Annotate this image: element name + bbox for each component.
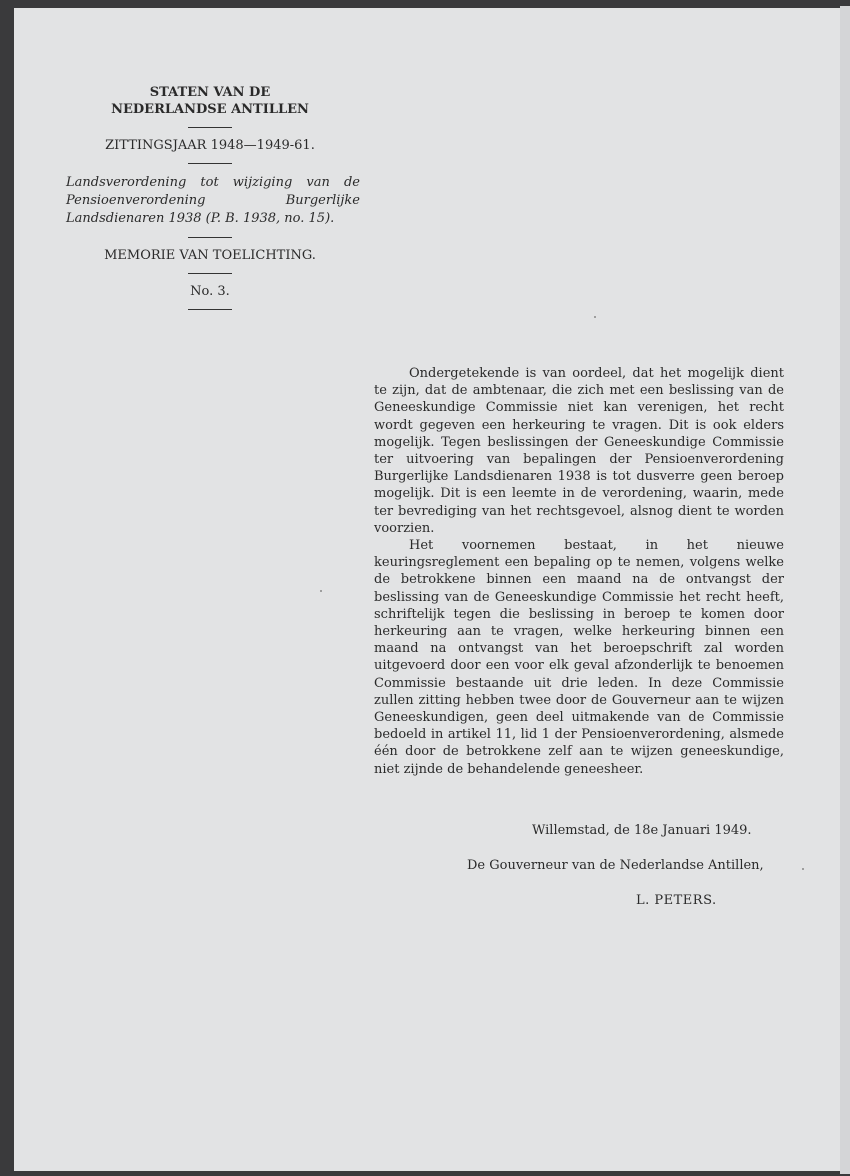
session-year: ZITTINGSJAAR 1948—1949-61. <box>105 138 315 153</box>
document-type: MEMORIE VAN TOELICHTING. <box>104 248 316 263</box>
document-number: No. 3. <box>190 284 230 299</box>
subject-text: Landsverordening tot wijziging van de Pensioenverordening Burgerlijke Landsdienaren 1938 (P. B. 1938, no. 15). <box>66 175 360 226</box>
divider <box>188 127 232 128</box>
document-header <box>60 84 360 320</box>
body-paragraph: Het voornemen bestaat, in het nieuwe keuringsreglement een bepaling op te nemen, volgens welke de betrokkene binnen een maand na de ontvangst der beslissing van de Geneeskundige Commissie het recht heeft, schriftelijk tegen die beslissing in beroep te komen door herkeuring aan te vragen, welke herkeuring binnen een maand na ontvangst van het beroepschrift zal worden uitgevoerd door een voor elk geval afzonderlijk te benoemen Commissie bestaande uit drie leden. In deze Commissie zullen zitting hebben twee door de Gouverneur aan te wijzen Geneeskundigen, geen deel uitmakende van de Commissie bedoeld in artikel 11, lid 1 der Pensioenverordening, alsmede één door de betrokkene zelf aan te wijzen geneeskundige, niet zijnde de behandelende geneesheer. <box>374 538 784 777</box>
body-paragraph: Ondergetekende is van oordeel, dat het mogelijk dient te zijn, dat de ambtenaar, die zich met een beslissing van de Geneeskundige Commissie niet kan verenigen, het recht wordt gegeven een herkeuring te vragen. Dit is ook elders mogelijk. Tegen beslissingen der Geneeskundige Commissie ter uitvoering van bepalingen der Pensioenverordening Burgerlijke Landsdienaren 1938 is tot dusverre geen beroep mogelijk. Dit is een leemte in de verordening, waarin, mede ter bevrediging van het rechtsgevoel, alsnog dient te worden voorzien. <box>374 366 784 536</box>
divider <box>188 273 232 274</box>
paper-speck <box>802 868 804 870</box>
document-body <box>374 365 784 778</box>
header-title-line2: NEDERLANDSE ANTILLEN <box>111 102 309 117</box>
signatory-name: L. PETERS. <box>636 893 717 908</box>
signatory-title: De Gouverneur van de Nederlandse Antillen, <box>467 858 764 873</box>
paper-speck <box>594 316 596 318</box>
paper-speck <box>320 590 322 592</box>
header-title-line1: STATEN VAN DE <box>149 85 271 100</box>
place-date: Willemstad, de 18e Januari 1949. <box>532 823 752 838</box>
divider <box>188 309 232 310</box>
divider <box>188 237 232 238</box>
page-edge <box>840 6 850 1174</box>
divider <box>188 163 232 164</box>
